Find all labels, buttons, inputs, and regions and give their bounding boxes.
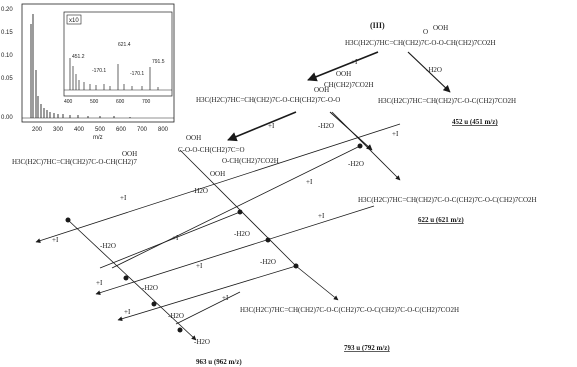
peak-label: 451.2 [72,54,85,60]
mass-spectrum [1,4,174,141]
minus-h2o-label: -H2O [348,160,364,168]
ooh-label: OOH [186,134,202,142]
zoom-label: x10 [69,18,79,24]
ooh-label: OOH [336,70,352,78]
y-tick: 0.05 [1,76,13,82]
minus-h2o-label: -H2O [168,312,184,320]
peak-label: 791.5 [152,59,165,65]
delta-label: -170.1 [92,68,107,74]
x-tick: 600 [116,127,127,133]
mass-label-793: 793 u (792 m/z) [344,344,390,352]
plus-i-label: +I [392,130,399,138]
inset-x-tick: 400 [64,99,73,105]
y-tick: 0.10 [1,53,13,59]
mass-label-963: 963 u (962 m/z) [196,358,242,366]
plus-i-label: +I [120,194,127,202]
ooh-label: OOH [122,150,138,158]
x-tick: 700 [137,127,148,133]
plus-i-label: +I [306,178,313,186]
structure-622: H3C(H2C)7HC=CH(CH2)7C-O-C(CH2)7C-O-C(CH2)7CO2H [358,196,537,204]
structure-III: H3C(H2C)7HC=CH(CH2)7C-O-O-CH(CH2)7CO2H [345,39,496,47]
plus-i-label: +I [318,212,325,220]
minus-h2o-label: -H2O [194,338,210,346]
plus-i-paths [36,124,400,324]
structure-middle: H3C(H2C)7HC=CH(CH2)7C-O-CH(CH2)7C-O-O [196,96,341,104]
minus-h2o-label: -H2O [142,284,158,292]
x-tick: 300 [53,127,64,133]
structure-793: H3C(H2C)7HC=CH(CH2)7C-O-C(CH2)7C-O-C(CH2)7C-O-C(CH2)7CO2H [240,306,459,314]
plus-i-label: +I [351,58,358,66]
structure-left-tail: O-CH(CH2)7CO2H [222,157,279,165]
structure-left: H3C(H2C)7HC=CH(CH2)7C-O-CH(CH2)7 [12,158,137,166]
x-tick: 400 [74,127,85,133]
minus-h2o-label: -H2O [100,242,116,250]
structure-452: H3C(H2C)7HC=CH(CH2)7C-O-C(CH2)7CO2H [378,97,517,105]
minus-h2o-label: -H2O [192,187,208,195]
inset-x-tick: 500 [90,99,99,105]
inset-x-tick: 600 [116,99,125,105]
ooh-label: OOH [314,86,330,94]
y-tick: 0.20 [1,7,13,13]
x-tick: 800 [158,127,169,133]
plus-i-label: +I [124,308,131,316]
compound-label-III: (III) [370,21,385,30]
x-tick: 200 [32,127,43,133]
delta-label: -170.1 [130,71,145,77]
minus-h2o-label: -H2O [260,258,276,266]
structure-left-mid: C-O-O-CH(CH2)7C=O [178,146,245,154]
plus-i-label: +I [222,294,229,302]
x-axis-label: m/z [93,135,103,141]
carbonyl-o: O [423,28,429,36]
mass-label-452: 452 u (451 m/z) [452,118,498,126]
minus-h2o-label: -H2O [318,122,334,130]
y-tick: 0.15 [1,30,13,36]
mass-label-622: 622 u (621 m/z) [418,216,464,224]
plus-i-label: +I [196,262,203,270]
ooh-label: OOH [433,24,449,32]
y-tick: 0.00 [1,115,13,121]
plus-i-label: +I [268,122,275,130]
ooh-label: OOH [210,170,226,178]
inset-x-tick: 700 [142,99,151,105]
structure-middle-tail: CH(CH2)7CO2H [324,81,374,89]
peak-label: 621.4 [118,42,131,48]
plus-i-label: +I [96,279,103,287]
plus-i-label: +I [52,236,59,244]
x-tick: 500 [95,127,106,133]
minus-h2o-label: -H2O [234,230,250,238]
plus-i-label: +I [172,234,179,242]
minus-h2o-label: -H2O [426,66,442,74]
